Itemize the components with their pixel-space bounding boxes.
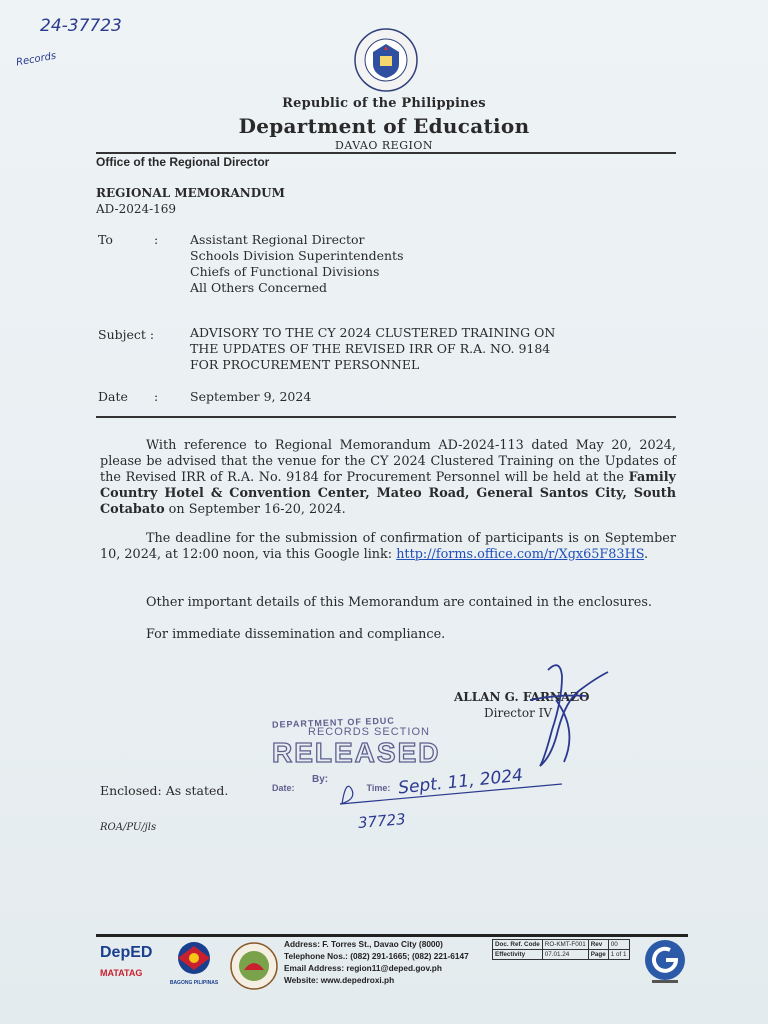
memo-date: September 9, 2024	[190, 389, 312, 404]
recipient-line: All Others Concerned	[190, 280, 328, 295]
doc-ref-value: RO-KMT-F001	[542, 940, 588, 950]
page-value: 1 of 1	[608, 950, 629, 960]
reference-initials: ROA/PU/jls	[100, 822, 157, 833]
republic-heading: Republic of the Philippines	[282, 96, 486, 111]
stamp-by: By:	[312, 774, 329, 785]
handwritten-tracking-number: 24-37723	[40, 16, 122, 36]
memo-number: AD-2024-169	[96, 202, 177, 216]
stamp-time-label: Time:	[366, 783, 391, 793]
google-form-link[interactable]: http://forms.office.com/r/Xgx65F83HS	[396, 547, 645, 562]
rev-value: 00	[608, 940, 629, 950]
bagong-pilipinas-text: BAGONG PILIPINAS	[169, 980, 219, 986]
region-heading: DAVAO REGION	[335, 139, 433, 152]
footer-contact-info	[284, 938, 469, 986]
recipient-line: Assistant Regional Director	[190, 232, 365, 247]
to-colon: :	[154, 232, 159, 247]
release-signature-icon	[322, 770, 582, 810]
doc-ref-label: Doc. Ref. Code	[493, 940, 543, 950]
matatag-logo-text: MATATAG	[100, 968, 143, 978]
footer-telephone: Telephone Nos.: (082) 291-1665; (082) 221-6147	[284, 951, 469, 961]
effectivity-value: 07.01.24	[542, 950, 588, 960]
header-divider	[96, 152, 676, 154]
recipient-line: Schools Division Superintendents	[190, 248, 404, 263]
handwritten-signature-icon	[500, 660, 620, 780]
body-paragraph-1	[100, 438, 676, 518]
footer-divider	[96, 934, 688, 937]
subject-label: Subject :	[98, 327, 155, 342]
subject-line: FOR PROCUREMENT PERSONNEL	[190, 357, 420, 372]
date-label: Date	[98, 389, 128, 404]
date-colon: :	[154, 389, 159, 404]
to-recipients	[190, 232, 404, 296]
stamp-released: RELEASED	[272, 737, 441, 768]
department-heading: Department of Education	[238, 114, 530, 138]
paragraph-text: on September 16-20, 2024.	[164, 502, 346, 517]
document-control-table	[492, 939, 630, 960]
signatory-name: ALLAN G. FARNAZO	[454, 690, 590, 704]
footer-email: Email Address: region11@deped.gov.ph	[284, 963, 442, 973]
deped-logo-text: DepED	[100, 944, 153, 961]
body-paragraph-3: Other important details of this Memorandum are contained in the enclosures.	[146, 595, 652, 610]
regional-office-seal-icon	[230, 942, 278, 990]
bagong-pilipinas-icon	[172, 940, 216, 976]
subject-line: THE UPDATES OF THE REVISED IRR OF R.A. NO. 9184	[190, 341, 551, 356]
body-paragraph-2	[100, 531, 676, 563]
memo-title: REGIONAL MEMORANDUM	[96, 186, 285, 200]
body-paragraph-4: For immediate dissemination and compliance.	[146, 627, 446, 642]
handwritten-stamp-number: 37723	[357, 809, 407, 833]
subject-divider	[96, 416, 676, 418]
to-label: To	[98, 232, 113, 247]
subject-text	[190, 325, 555, 373]
stamp-section: RECORDS SECTION	[308, 726, 430, 738]
signatory-title: Director IV	[484, 706, 553, 720]
office-label: Office of the Regional Director	[96, 155, 270, 169]
iso-certification-icon	[642, 938, 688, 986]
deped-matatag-logo	[100, 944, 160, 978]
enclosed-note: Enclosed: As stated.	[100, 783, 229, 798]
footer-website: Website: www.depedroxi.ph	[284, 975, 395, 985]
stamp-department: DEPARTMENT OF EDUC	[271, 715, 396, 730]
stamp-date-label: Date:	[272, 783, 295, 793]
effectivity-label: Effectivity	[493, 950, 543, 960]
page-label: Page	[588, 950, 608, 960]
deped-seal-icon	[354, 28, 418, 92]
recipient-line: Chiefs of Functional Divisions	[190, 264, 380, 279]
subject-line: ADVISORY TO THE CY 2024 CLUSTERED TRAINING ON	[190, 325, 556, 340]
paragraph-text: .	[644, 547, 649, 562]
paragraph-text: With reference to Regional Memorandum AD-2024-113 dated May 20, 2024, please be advised that the venue for the CY 2024 Clustered Training on the Updates of the Revised IRR of R.A. No. 9184 for Procurement Personnel will be held at the	[100, 438, 676, 485]
handwritten-records-note: Records	[15, 50, 58, 69]
footer-address: Address: F. Torres St., Davao City (8000)	[284, 939, 443, 949]
bagong-pilipinas-logo	[166, 940, 222, 986]
venue-text: Family Country Hotel & Convention Center, Mateo Road, General Santos City, South Cotabato	[100, 470, 676, 517]
rev-label: Rev	[588, 940, 608, 950]
paragraph-text: The deadline for the submission of confirmation of participants is on September 10, 2024, at 12:00 noon, via this Google link:	[100, 531, 676, 562]
handwritten-release-date: Sept. 11, 2024	[397, 765, 524, 799]
